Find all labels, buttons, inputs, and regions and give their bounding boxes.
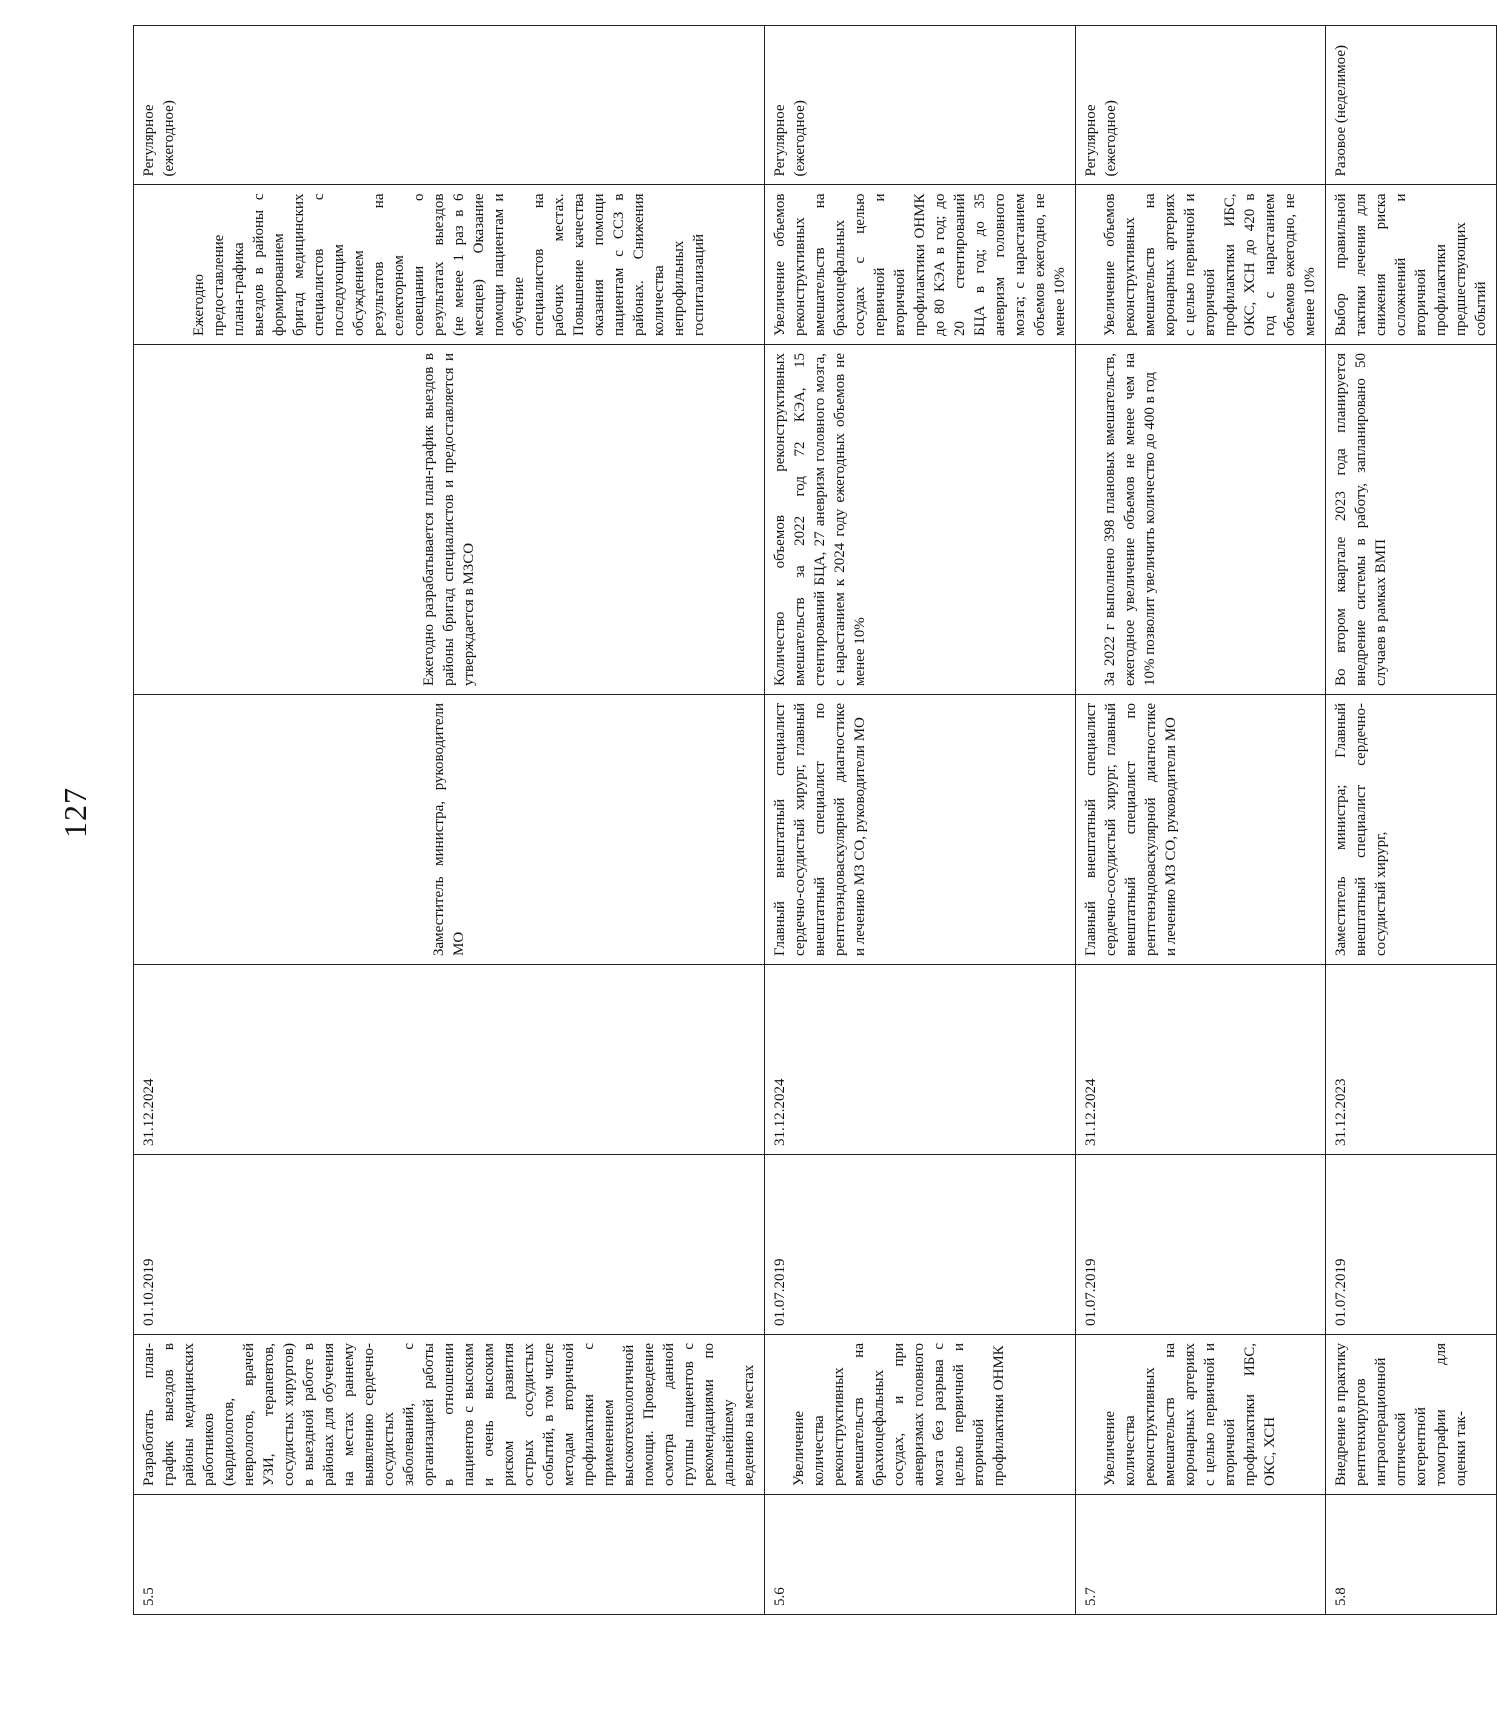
periodicity-cell: Регулярное (ежегодное) [134, 26, 765, 186]
task-cell: Разработать план-график выездов в районы медицинских работников (кардиологов, неврологов, врачей УЗИ, терапевтов, сосудистых хирургов) в выездной работе в районах для обучения на местах раннему выявлению сердечно-сосудистых заболеваний, с организацией работы в отношении пациентов с высоким и очень высоким риском развития острых сосудистых событий, в том числе методам вторичной профилактики с применением высокотехнологичной помощи. Проведение осмотра данной группы пациентов с рекомендациями по дальнейшему ведению на местах [134, 1335, 765, 1495]
end-date-cell: 31.12.2024 [1076, 965, 1326, 1155]
task-cell: Увеличение количества реконструктивных вмешательств на брахиоцефальных сосудах, и при аневризмах головного мозга без разрыва с целью первичной и вторичной профилактики ОНМК [765, 1335, 1076, 1495]
end-date-cell: 31.12.2023 [1326, 965, 1497, 1155]
end-date-cell: 31.12.2024 [134, 965, 765, 1155]
row-number-cell: 5.6 [765, 1495, 1076, 1615]
task-cell: Внедрение в практику рентгенхирургов интраоперационной оптической когерентной томографии для оценки так- [1326, 1335, 1497, 1495]
task-cell: Увеличение количества реконструктивных вмешательств на коронарных артериях с целью первичной и вторичной профилактики ИБС, ОКС, ХСН [1076, 1335, 1326, 1495]
responsible-cell: Главный внештатный специалист сердечно-сосудистый хирург, главный внештатный специалист по рентгенэндоваскулярной диагностике и лечению МЗ СО, руководители МО [765, 695, 1076, 965]
row-number-cell: 5.8 [1326, 1495, 1497, 1615]
row-number-cell: 5.7 [1076, 1495, 1326, 1615]
end-date-cell: 31.12.2024 [765, 965, 1076, 1155]
table-row [1076, 26, 1326, 1615]
periodicity-cell: Регулярное (ежегодное) [765, 26, 1076, 186]
responsible-cell: Заместитель министра, руководители МО [134, 695, 765, 965]
current-status-cell: Количество объемов реконструктивных вмешательств за 2022 год 72 КЭА, 15 стентирований БЦА, 27 аневризм головного мозга, с нарастанием к 2024 году ежегодных объемов не менее 10% [765, 345, 1076, 695]
start-date-cell: 01.10.2019 [134, 1155, 765, 1335]
table-row [1326, 26, 1497, 1615]
expected-result-cell: Выбор правильной тактики лечения для снижения риска осложнений и вторичной профилактики предшествующих событий [1326, 185, 1497, 345]
expected-result-cell: Ежегодно предоставление плана-графика выездов в районы с формированием бригад медицинских специалистов с последующим обсуждением результатов на селекторном совещании о результатах выездов (не менее 1 раз в 6 месяцев) Оказание помощи пациентам и обучение специалистов на рабочих местах. Повышение качества оказания помощи пациентам с ССЗ в районах. Снижения количества непрофильных госпитализаций [134, 185, 765, 345]
current-status-cell: Во втором квартале 2023 года планируется внедрение системы в работу, запланировано 50 случаев в рамках ВМП [1326, 345, 1497, 695]
current-status-cell: За 2022 г выполнено 398 плановых вмешательств, ежегодное увеличение объемов не менее чем на 10% позволит увеличить количество до 400 в год [1076, 345, 1326, 695]
rotated-table-wrapper [133, 25, 1489, 1615]
page-number: 127 [57, 787, 93, 838]
responsible-cell: Главный внештатный специалист сердечно-сосудистый хирург, главный внештатный специалист по рентгенэндоваскулярной диагностике и лечению МЗ СО, руководители МО [1076, 695, 1326, 965]
periodicity-cell: Разовое (неделимое) [1326, 26, 1497, 186]
expected-result-cell: Увеличение объемов реконструктивных вмешательств на коронарных артериях с целью первичной и вторичной профилактики ИБС, ОКС, ХСН до 420 в год с нарастанием объемов ежегодно, не менее 10% [1076, 185, 1326, 345]
start-date-cell: 01.07.2019 [1076, 1155, 1326, 1335]
table-row [765, 26, 1076, 1615]
table-row [134, 26, 765, 1615]
expected-result-cell: Увеличение объемов реконструктивных вмешательств на брахиоцефальных сосудах с целью первичной и вторичной профилактики ОНМК до 80 КЭА в год; до 20 стентирований БЦА в год; до 35 аневризм головного мозга; с нарастанием объемов ежегодно, не менее 10% [765, 185, 1076, 345]
row-number-cell: 5.5 [134, 1495, 765, 1615]
activity-table [133, 25, 1497, 1615]
start-date-cell: 01.07.2019 [765, 1155, 1076, 1335]
start-date-cell: 01.07.2019 [1326, 1155, 1497, 1335]
responsible-cell: Заместитель министра; Главный внештатный специалист сердечно-сосудистый хирург, [1326, 695, 1497, 965]
periodicity-cell: Регулярное (ежегодное) [1076, 26, 1326, 186]
current-status-cell: Ежегодно разрабатывается план-график выездов в районы бригад специалистов и предоставляется и утверждается в МЗСО [134, 345, 765, 695]
